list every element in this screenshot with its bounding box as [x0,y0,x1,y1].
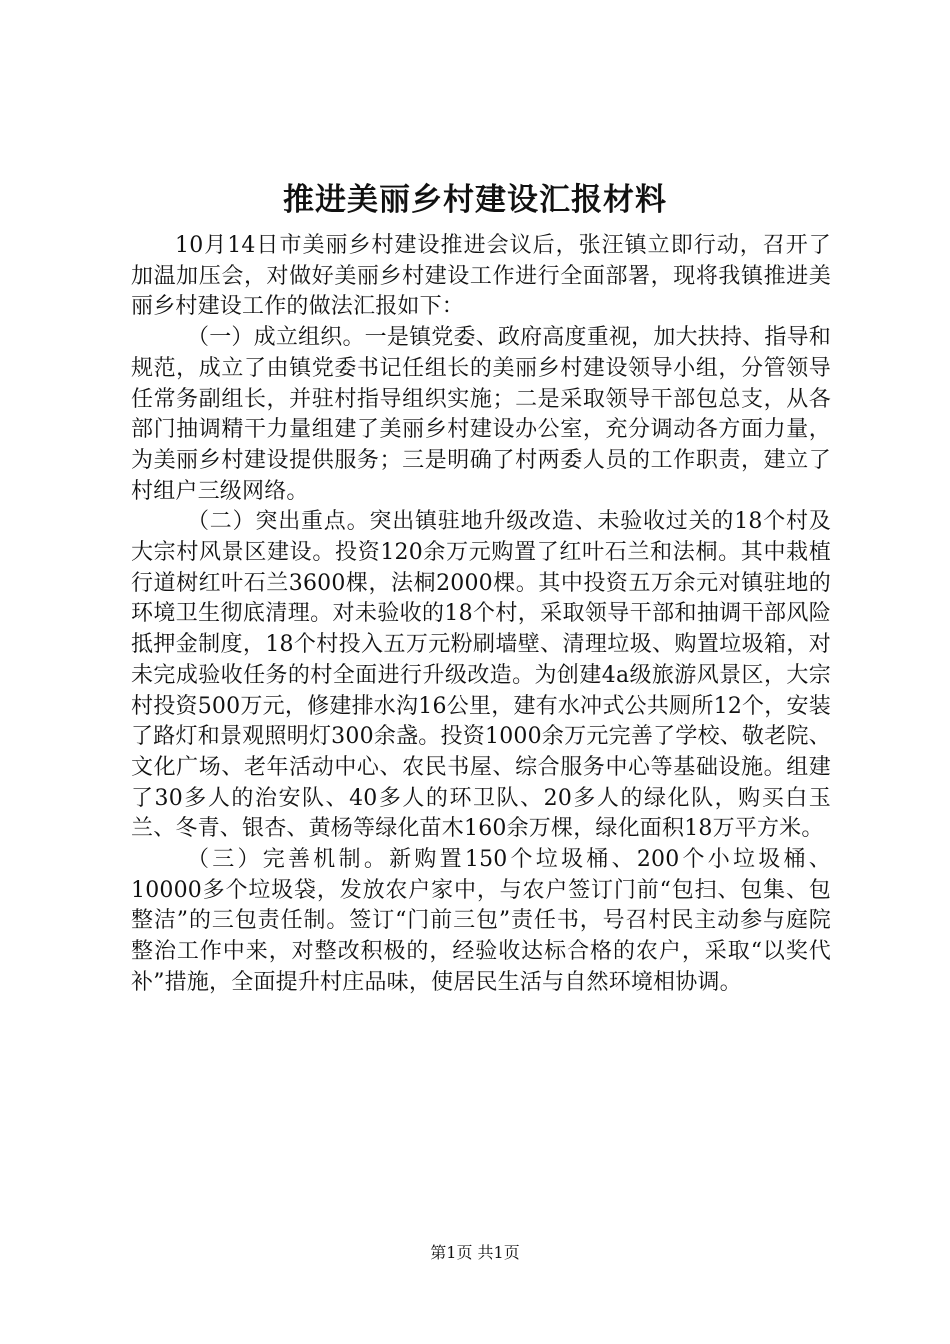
document-body [131,231,831,999]
intro-paragraph: 10月14日市美丽乡村建设推进会议后，张汪镇立即行动，召开了加温加压会，对做好美丽乡村建设工作进行全面部署，现将我镇推进美丽乡村建设工作的做法汇报如下： [131,233,831,320]
section-paragraph-2: （二）突出重点。突出镇驻地升级改造、未验收过关的18个村及大宗村风景区建设。投资120余万元购置了红叶石兰和法桐。其中栽植行道树红叶石兰3600棵，法桐2000棵。其中投资五万余元对镇驻地的环境卫生彻底清理。对未验收的18个村，采取领导干部和抽调干部风险抵押金制度，18个村投入五万元粉刷墙壁、清理垃圾、购置垃圾箱，对未完成验收任务的村全面进行升级改造。为创建4a级旅游风景区，大宗村投资500万元，修建排水沟16公里，建有水冲式公共厕所12个，安装了路灯和景观照明灯300余盏。投资1000余万元完善了学校、敬老院、文化广场、老年活动中心、农民书屋、综合服务中心等基础设施。组建了30多人的治安队、40多人的环卫队、20多人的绿化队，购买白玉兰、冬青、银杏、黄杨等绿化苗木160余万棵，绿化面积18万平方米。 [131,509,831,842]
section-paragraph-3: （三）完善机制。新购置150个垃圾桶、200个小垃圾桶、10000多个垃圾袋，发放农户家中，与农户签订门前“包扫、包集、包整洁”的三包责任制。签订“门前三包”责任书，号召村民主动参与庭院整治工作中来，对整改积极的，经验收达标合格的农户，采取“以奖代补”措施，全面提升村庄品味，使居民生活与自然环境相协调。 [131,847,831,995]
section-paragraph-1: （一）成立组织。一是镇党委、政府高度重视，加大扶持、指导和规范，成立了由镇党委书记任组长的美丽乡村建设领导小组，分管领导任常务副组长，并驻村指导组织实施；二是采取领导干部包总支，从各部门抽调精干力量组建了美丽乡村建设办公室，充分调动各方面力量，为美丽乡村建设提供服务；三是明确了村两委人员的工作职责，建立了村组户三级网络。 [131,325,831,504]
page-footer: 第1页 共1页 [430,1243,520,1262]
document-title: 推进美丽乡村建设汇报材料 [283,182,667,218]
